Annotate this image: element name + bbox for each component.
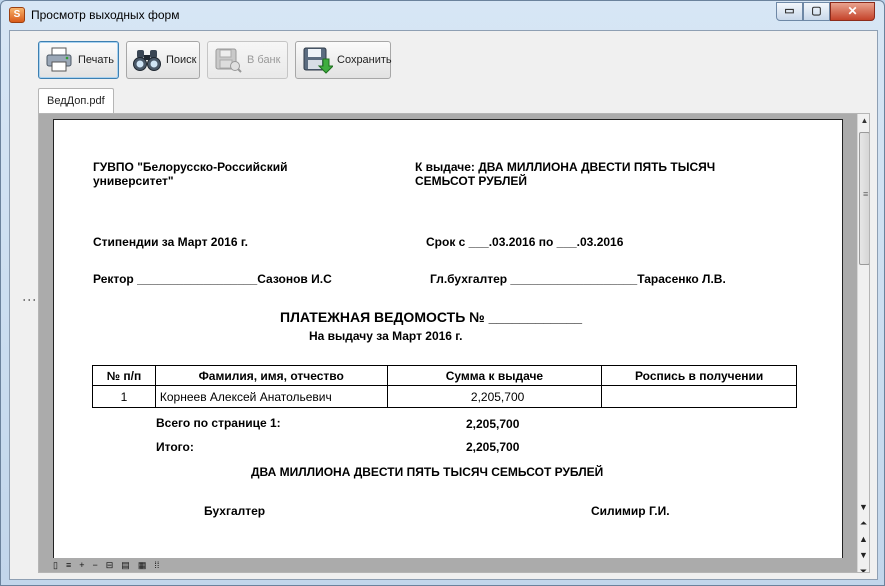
payout-line1: К выдаче: ДВА МИЛЛИОНА ДВЕСТИ ПЯТЬ ТЫСЯЧ (415, 160, 716, 174)
continuous-icon[interactable]: ≡ (65, 560, 72, 570)
statement-table (92, 365, 797, 408)
row-number: 1 (93, 386, 156, 408)
app-icon: S (9, 7, 25, 23)
column-header: Сумма к выдаче (387, 366, 602, 386)
printer-icon (44, 46, 74, 74)
fit-width-icon[interactable]: ⊟ (105, 560, 114, 570)
column-header: Фамилия, имя, отчество (155, 366, 387, 386)
page-view-toolbar (47, 558, 843, 572)
first-page-icon[interactable]: ⏶ (859, 518, 868, 528)
scroll-thumb[interactable] (859, 132, 870, 265)
table-row (93, 386, 797, 408)
grip-icon: ≡ (863, 189, 869, 199)
page-nav-buttons (857, 502, 870, 573)
save-button[interactable] (295, 41, 391, 79)
to-bank-button[interactable] (207, 41, 288, 79)
page-total-value: 2,205,700 (466, 417, 520, 431)
page-total-label: Всего по странице 1: (156, 416, 281, 430)
bank-export-icon (213, 46, 243, 74)
maximize-icon: ▢ (811, 5, 822, 17)
print-button[interactable] (38, 41, 119, 79)
search-button[interactable] (126, 41, 200, 79)
zoom-in-icon[interactable]: + (79, 560, 85, 570)
window-title: Просмотр выходных форм (31, 8, 180, 22)
minimize-button[interactable] (776, 2, 803, 21)
chief-accountant-signature: Гл.бухгалтер ___________________Тарасенко Л.В. (430, 272, 726, 286)
org-name-line2: университет" (93, 174, 174, 188)
save-label: Сохранить (337, 54, 392, 66)
org-name-line1: ГУВПО "Белорусско-Российский (93, 160, 288, 174)
to-bank-label: В банк (247, 54, 281, 66)
close-button[interactable] (830, 2, 875, 21)
amount-in-words: ДВА МИЛЛИОНА ДВЕСТИ ПЯТЬ ТЫСЯЧ СЕМЬСОТ РУБЛЕЙ (251, 465, 604, 479)
title-bar[interactable] (1, 1, 884, 29)
last-page-icon[interactable]: ⏷ (859, 566, 868, 573)
prev-page-icon[interactable]: ▲ (859, 534, 868, 544)
pdf-viewer[interactable] (38, 113, 870, 573)
grand-total-label: Итого: (156, 440, 194, 454)
print-label: Печать (78, 54, 115, 66)
client-area (9, 30, 878, 580)
tab-veddop-pdf[interactable]: ВедДоп.pdf (38, 88, 114, 114)
save-icon (301, 46, 333, 74)
column-header: № п/п (93, 366, 156, 386)
minimize-icon: ▭ (784, 5, 795, 17)
toolbar (10, 31, 877, 87)
single-page-icon[interactable]: ▯ (53, 560, 58, 570)
statement-title: ПЛАТЕЖНАЯ ВЕДОМОСТЬ № ____________ (280, 309, 583, 325)
scroll-up-arrow-icon[interactable]: ▲ (860, 116, 869, 125)
row-amount: 2,205,700 (387, 386, 602, 408)
accountant-label: Бухгалтер (204, 504, 266, 518)
row-signature (602, 386, 797, 408)
document-page (53, 119, 843, 559)
statement-subtitle: На выдачу за Март 2016 г. (309, 329, 463, 343)
zoom-out-icon[interactable]: − (92, 560, 98, 570)
scroll-down-arrow-icon[interactable]: ▼ (859, 502, 868, 512)
payout-line2: СЕМЬСОТ РУБЛЕЙ (415, 174, 528, 188)
table-header-row (93, 366, 797, 386)
next-page-icon[interactable]: ▼ (859, 550, 868, 560)
fit-page-icon[interactable]: ▤ (121, 560, 130, 570)
thumbnails-icon[interactable]: ⁞⁞ (154, 560, 160, 570)
rector-signature: Ректор __________________Сазонов И.С (93, 272, 332, 286)
close-icon: ✕ (847, 4, 858, 18)
maximize-button[interactable] (803, 2, 830, 21)
grand-total-value: 2,205,700 (466, 440, 520, 454)
accountant-name: Силимир Г.И. (591, 504, 670, 518)
binoculars-icon (132, 47, 162, 73)
stipend-period: Стипендии за Март 2016 г. (93, 235, 248, 249)
column-header: Роспись в получении (602, 366, 797, 386)
two-pages-icon[interactable]: ▦ (137, 560, 147, 570)
splitter-handle[interactable]: ⋮ (22, 293, 38, 305)
search-label: Поиск (166, 54, 197, 66)
row-name: Корнеев Алексей Анатольевич (155, 386, 387, 408)
payment-term: Срок с ___.03.2016 по ___.03.2016 (426, 235, 624, 249)
